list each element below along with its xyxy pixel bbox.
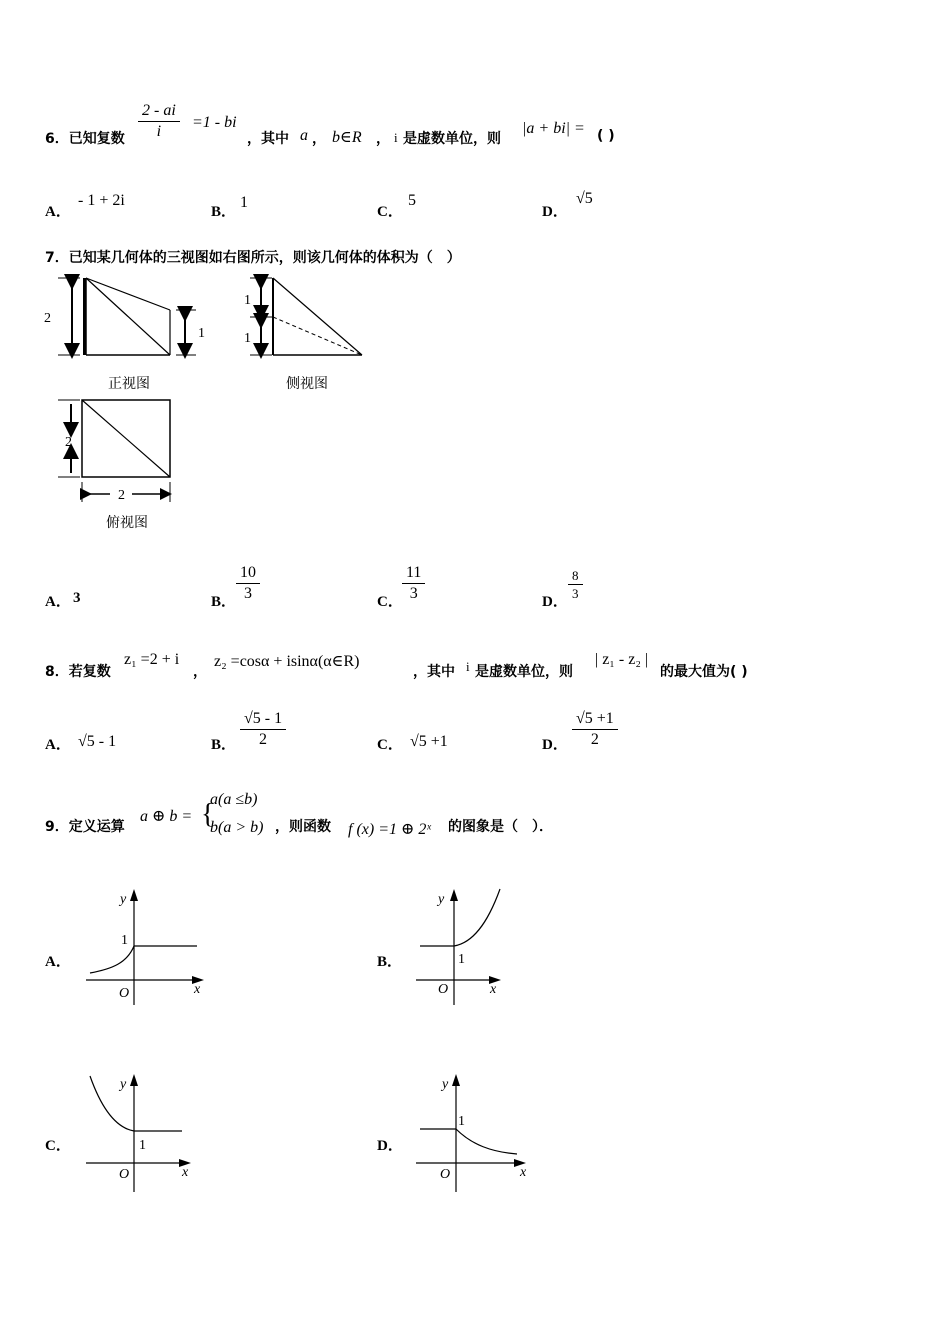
q6-option-c-value: 5 [408,192,416,209]
q8-i-char: i [466,659,470,674]
q9-graph-b [412,885,542,1010]
q7-option-c-label: C． [377,594,403,610]
q8-abs-expr: | z₁ - z₂ | [595,651,649,668]
q9-option-a-label: A． [45,954,71,970]
q6-i-char: i [394,130,398,145]
q8-sep: ， [193,664,207,680]
q8-option-d-den: 2 [590,731,599,748]
q6-stem [45,128,125,148]
q9-option-b-label: B． [377,954,403,970]
front-dim-right: 1 [198,326,205,341]
q6-mid1: ，其中 [247,131,289,147]
q6-option-d-value: √5 [576,190,593,207]
q8-lead: 若复数 [68,664,111,680]
top-dim-bottom: 2 [118,488,125,503]
q6-mid2: 是虚数单位，则 [403,131,501,147]
side-caption: 侧视图 [286,377,328,392]
front-view [44,278,205,355]
front-caption: 正视图 [108,377,150,392]
q9-case2: b(a > b) [210,819,264,836]
q7-option-a-label: A． [45,594,71,610]
q8-option-a-value: √5 - 1 [78,733,117,750]
q9-mid: ，则函数 [275,819,331,835]
graph-d-x-label: x [520,1165,527,1180]
q8-stem [45,661,111,681]
q9-graph-d [412,1070,542,1195]
q7-option-d-den: 3 [572,586,579,601]
q9-graph-a [82,885,212,1010]
q8-mid: ，其中 [413,664,455,680]
q7-option-b-label: B． [211,594,237,610]
q8-option-d-label: D． [542,737,568,753]
q9-graph-c [82,1070,212,1195]
graph-b-y-label: y [438,892,445,907]
q8-z2: z₂ =cosα + isinα(α∈R) [214,653,360,670]
q7-option-c-den: 3 [409,585,418,602]
q6-option-d-label: D． [542,204,568,220]
q9-op: a ⊕ b = [140,808,193,825]
q6-abs-expr: |a + bi| = [522,120,585,137]
graph-c-x-label: x [182,1165,189,1180]
q7-option-a-value: 3 [73,590,81,606]
q6-lead: 已知复数 [68,131,125,147]
q7-option-c-num: 11 [402,563,425,584]
q7-option-d-num: 8 [568,567,583,585]
q6-comma: ， [312,131,326,147]
q7-three-view-figure [40,270,380,540]
q6-tail: ( ) [597,128,615,144]
graph-a-origin: O [119,986,130,1001]
top-view [58,400,170,503]
q6-option-a-value: - 1 + 2i [78,192,125,209]
graph-c-origin: O [119,1167,130,1182]
q9-option-c-label: C． [45,1138,71,1154]
q8-option-c-label: C． [377,737,403,753]
q8-option-a-label: A． [45,737,71,753]
q8-tail: 的最大值为( ) [660,664,748,680]
graph-c-y-label: y [120,1077,127,1092]
q6-frac-den: i [156,123,162,140]
q8-option-b-den: 2 [259,731,268,748]
q8-z1: z₁ =2 + i [124,651,180,668]
q6-number: 6． [45,131,69,147]
q9-option-d-label: D． [377,1138,403,1154]
q8-number: 8． [45,664,69,680]
q8-option-d-num: √5 +1 [572,709,618,730]
q6-option-b-value: 1 [240,194,248,211]
q6-option-a-label: A． [45,204,71,220]
q7-number: 7． [45,250,69,266]
q8-mid2: 是虚数单位，则 [475,664,573,680]
q6-frac-num: 2 - ai [138,101,180,122]
q8-option-b-fraction [240,709,286,750]
graph-a-one: 1 [121,933,128,948]
q6-var-a: a [300,127,308,144]
q6-fraction [138,101,180,142]
side-view [244,278,362,355]
q8-option-c-value: √5 +1 [410,733,448,750]
graph-b-origin: O [438,982,449,997]
q7-option-b-fraction [236,563,260,604]
graph-d-y-label: y [442,1077,449,1092]
q8-option-b-num: √5 - 1 [240,709,286,730]
q7-stem [45,247,461,267]
q6-rhs: =1 - bi [192,114,237,131]
q6-b-in-r: b∈R [332,129,362,146]
graph-c-one: 1 [139,1138,146,1153]
graph-b-x-label: x [490,982,497,997]
graph-a-x-label: x [194,982,201,997]
side-dim-bottom: 1 [244,331,251,346]
graph-b-one: 1 [458,952,465,967]
q8-option-d-fraction [572,709,618,750]
side-dim-top: 1 [244,293,251,308]
q8-option-b-label: B． [211,737,237,753]
q7-option-c-fraction [402,563,425,604]
graph-d-one: 1 [458,1114,465,1129]
graph-d-origin: O [440,1167,451,1182]
q7-option-d-label: D． [542,594,568,610]
top-dim-left: 2 [65,435,72,450]
q6-option-c-label: C． [377,204,403,220]
q9-func: f (x) =1 ⊕ 2ˣ [348,821,431,838]
q7-text: 已知某几何体的三视图如右图所示，则该几何体的体积为（ ） [68,250,461,266]
q6-option-b-label: B． [211,204,237,220]
q9-brace: { [201,799,215,830]
q7-option-b-den: 3 [244,585,252,602]
q9-lead: 定义运算 [68,819,125,835]
q7-option-b-num: 10 [236,563,260,584]
q9-number: 9． [45,819,69,835]
q6-comma2: ， [376,131,390,147]
q9-case1: a(a ≤b) [210,791,258,808]
top-caption: 俯视图 [106,516,148,531]
q7-option-d-fraction [568,567,583,602]
q9-tail: 的图象是（ ）． [448,819,553,835]
q9-stem [45,816,125,836]
graph-a-y-label: y [120,892,127,907]
front-dim-left: 2 [44,311,51,326]
